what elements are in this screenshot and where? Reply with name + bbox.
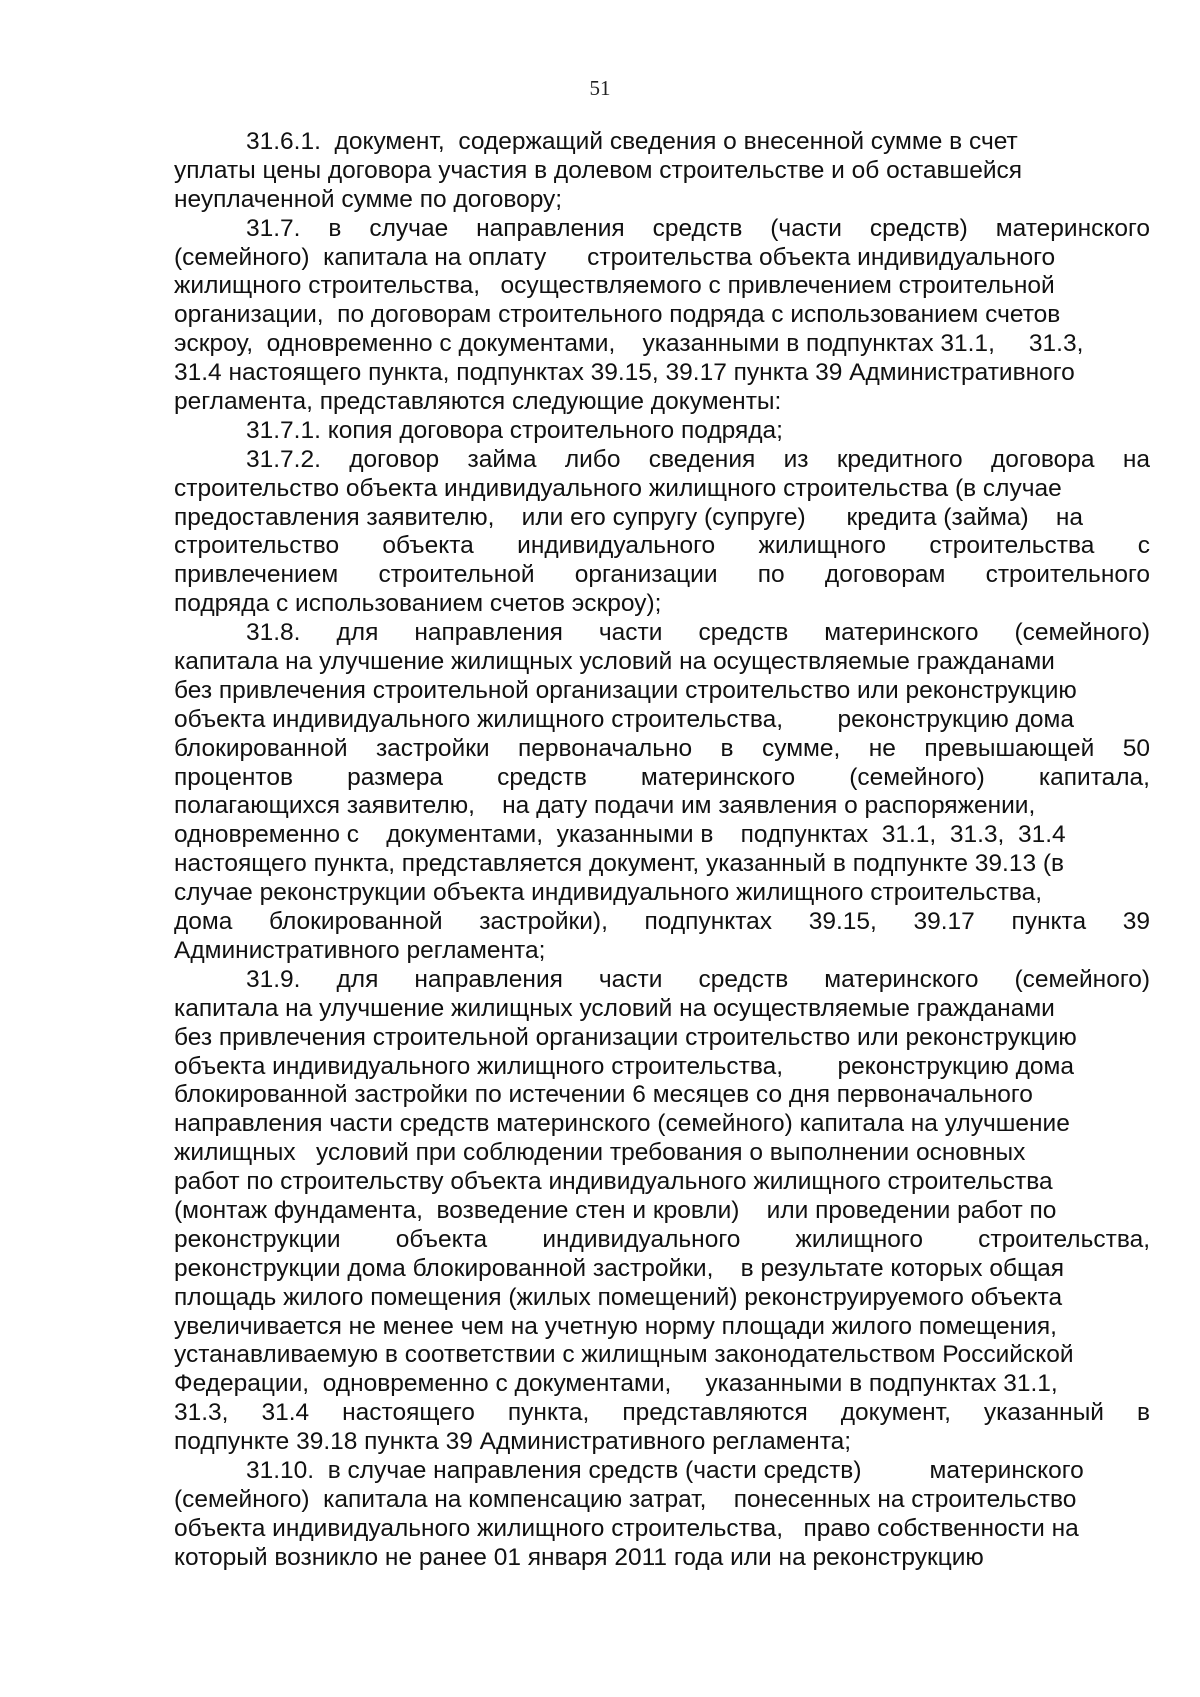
text-line: жилищного строительства, осуществляемого с привлечением строительной <box>174 272 1055 300</box>
text-line: 31.4 настоящего пункта, подпунктах 39.15, 39.17 пункта 39 Административного <box>174 359 1075 387</box>
text-line: капитала на улучшение жилищных условий на осуществляемые гражданами <box>174 994 1055 1022</box>
text-line: блокированной застройки по истечении 6 месяцев со дня первоначального <box>174 1081 1033 1109</box>
text-line: 31.7. в случае направления средств (части средств) материнского <box>246 214 1150 242</box>
text-line: одновременно с документами, указанными в подпунктах 31.1, 31.3, 31.4 <box>174 821 1066 849</box>
text-line: направления части средств материнского (семейного) капитала на улучшение <box>174 1110 1070 1138</box>
text-line: подпункте 39.18 пункта 39 Административного регламента; <box>174 1428 852 1456</box>
text-line: организации, по договорам строительного подряда с использованием счетов <box>174 301 1061 329</box>
text-line: реконструкции объекта индивидуального жилищного строительства, <box>174 1225 1150 1253</box>
text-line: устанавливаемую в соответствии с жилищным законодательством Российской <box>174 1341 1074 1369</box>
text-line: блокированной застройки первоначально в сумме, не превышающей 50 <box>174 734 1150 762</box>
text-line: подряда с использованием счетов эскроу); <box>174 590 662 618</box>
text-line: увеличивается не менее чем на учетную норму площади жилого помещения, <box>174 1312 1057 1340</box>
document-body <box>174 128 1150 1573</box>
text-line: привлечением строительной организации по договорам строительного <box>174 561 1150 589</box>
text-line: реконструкции дома блокированной застройки, в результате которых общая <box>174 1254 1065 1282</box>
text-line: который возникло не ранее 01 января 2011 года или на реконструкцию <box>174 1543 984 1571</box>
text-line: 31.6.1. документ, содержащий сведения о внесенной сумме в счет <box>246 128 1018 155</box>
text-line: Административного регламента; <box>174 936 546 964</box>
text-line: процентов размера средств материнского (семейного) капитала, <box>174 763 1150 791</box>
text-line: (семейного) капитала на оплату строительства объекта индивидуального <box>174 243 1056 271</box>
text-line: настоящего пункта, представляется документ, указанный в подпункте 39.13 (в <box>174 850 1065 878</box>
text-line: работ по строительству объекта индивидуального жилищного строительства <box>174 1168 1053 1196</box>
text-line: капитала на улучшение жилищных условий на осуществляемые гражданами <box>174 648 1055 676</box>
text-line: строительство объекта индивидуального жилищного строительства (в случае <box>174 474 1062 502</box>
text-line: (монтаж фундамента, возведение стен и кровли) или проведении работ по <box>174 1196 1057 1224</box>
text-line: случае реконструкции объекта индивидуального жилищного строительства, <box>174 879 1043 907</box>
text-line: эскроу, одновременно с документами, указанными в подпунктах 31.1, 31.3, <box>174 330 1084 358</box>
text-line: 31.7.2. договор займа либо сведения из кредитного договора на <box>246 445 1150 473</box>
text-line: 31.9. для направления части средств материнского (семейного) <box>246 965 1150 993</box>
text-line: без привлечения строительной организации строительство или реконструкцию <box>174 1023 1077 1051</box>
text-line: уплаты цены договора участия в долевом строительстве и об оставшейся <box>174 156 1023 184</box>
text-line: регламента, представляются следующие документы: <box>174 388 782 416</box>
page-number: 51 <box>589 76 611 100</box>
text-line: Федерации, одновременно с документами, указанными в подпунктах 31.1, <box>174 1370 1058 1398</box>
text-line: строительство объекта индивидуального жилищного строительства с <box>174 532 1150 560</box>
text-line: площадь жилого помещения (жилых помещений) реконструируемого объекта <box>174 1283 1063 1311</box>
text-line: полагающихся заявителю, на дату подачи им заявления о распоряжении, <box>174 792 1036 820</box>
text-line: 31.3, 31.4 настоящего пункта, представляются документ, указанный в <box>174 1399 1150 1427</box>
text-line: 31.10. в случае направления средств (части средств) материнского <box>246 1456 1084 1484</box>
text-line: без привлечения строительной организации строительство или реконструкцию <box>174 676 1077 704</box>
text-line: предоставления заявителю, или его супругу (супруге) кредита (займа) на <box>174 503 1084 531</box>
text-line: объекта индивидуального жилищного строительства, реконструкцию дома <box>174 1052 1075 1080</box>
text-line: неуплаченной сумме по договору; <box>174 185 563 213</box>
text-line: дома блокированной застройки), подпунктах 39.15, 39.17 пункта 39 <box>174 908 1150 936</box>
text-line: объекта индивидуального жилищного строительства, реконструкцию дома <box>174 705 1075 733</box>
text-line: 31.8. для направления части средств материнского (семейного) <box>246 619 1150 647</box>
text-line: жилищных условий при соблюдении требования о выполнении основных <box>174 1139 1026 1167</box>
text-line: объекта индивидуального жилищного строительства, право собственности на <box>174 1514 1079 1542</box>
text-line: (семейного) капитала на компенсацию затрат, понесенных на строительство <box>174 1485 1077 1513</box>
text-line: 31.7.1. копия договора строительного подряда; <box>246 416 783 444</box>
